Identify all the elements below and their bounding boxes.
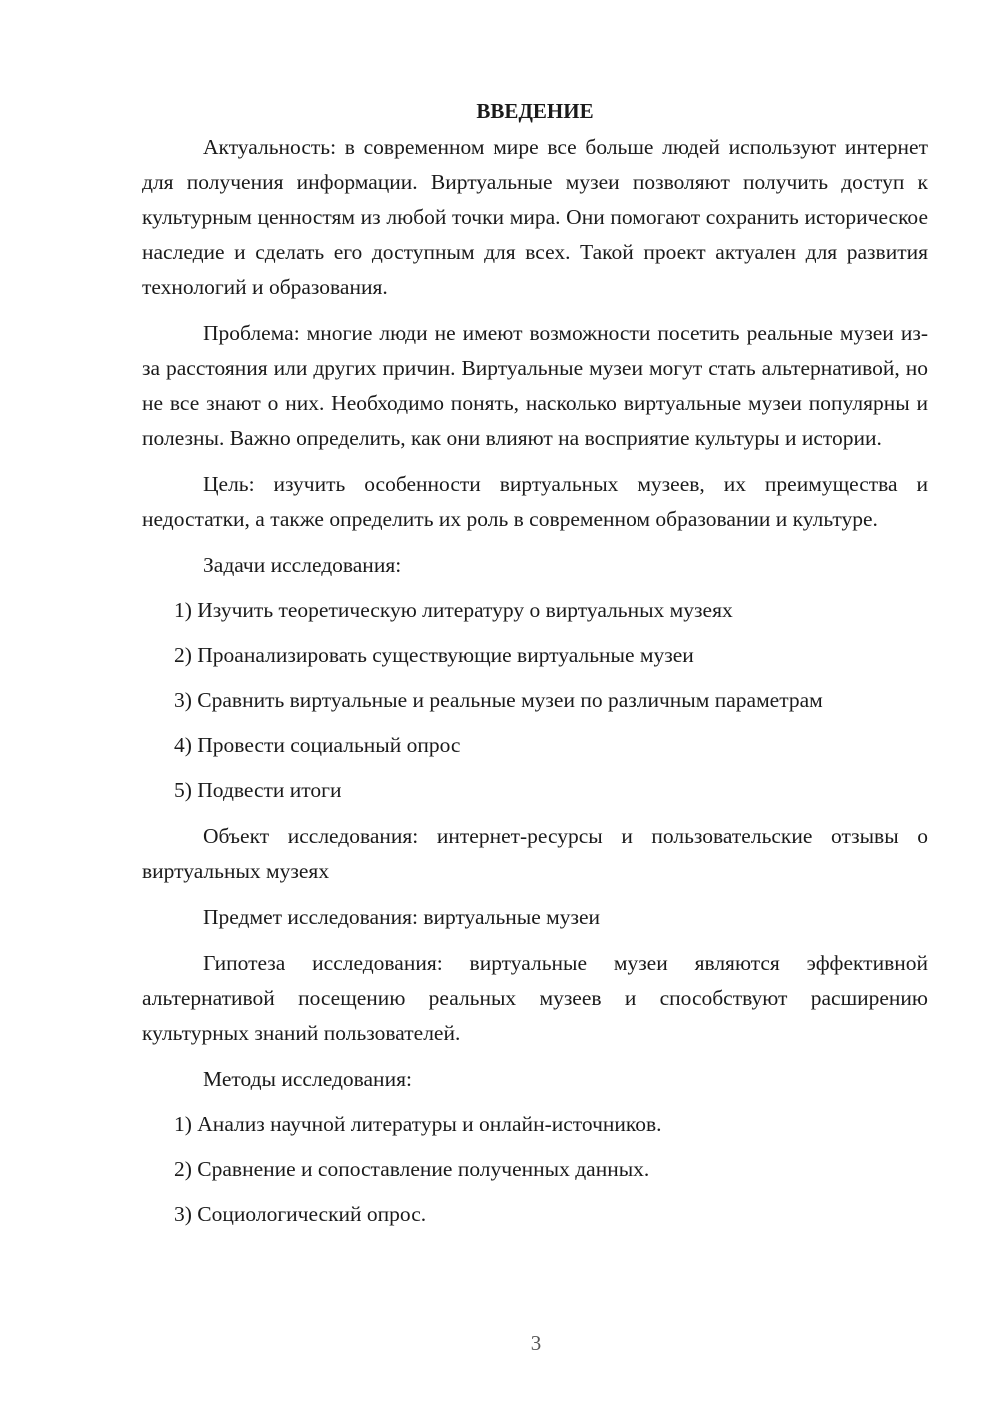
task-item: 3) Сравнить виртуальные и реальные музеи по различным параметрам xyxy=(174,688,823,712)
method-item: 1) Анализ научной литературы и онлайн-источников. xyxy=(174,1112,662,1136)
hypothesis-paragraph: Гипотеза исследования: виртуальные музеи являются эффективной альтернативой посещению реальных музеев и способствуют расширению культурных знаний пользователей. xyxy=(142,951,928,1045)
page-number: 3 xyxy=(530,1331,542,1355)
task-item: 5) Подвести итоги xyxy=(174,778,342,802)
goal-paragraph: Цель: изучить особенности виртуальных музеев, их преимущества и недостатки, а также определить их роль в современном образовании и культуре. xyxy=(142,472,928,531)
document-page xyxy=(142,96,928,1232)
tasks-heading: Задачи исследования: xyxy=(203,553,402,577)
object-paragraph: Объект исследования: интернет-ресурсы и пользовательские отзывы о виртуальных музеях xyxy=(142,824,928,883)
method-item: 3) Социологический опрос. xyxy=(174,1202,427,1226)
subject-paragraph: Предмет исследования: виртуальные музеи xyxy=(203,905,601,929)
relevance-paragraph: Актуальность: в современном мире все больше людей используют интернет для получения информации. Виртуальные музеи позволяют получить доступ к культурным ценностям из любой точки мира. Они помогают сохранить историческое наследие и сделать его доступным для всех. Такой проект актуален для развития технологий и образования. xyxy=(142,135,928,299)
page-title: ВВЕДЕНИЕ xyxy=(476,99,594,123)
methods-heading: Методы исследования: xyxy=(203,1067,412,1091)
task-item: 4) Провести социальный опрос xyxy=(174,733,461,757)
task-item: 1) Изучить теоретическую литературу о виртуальных музеях xyxy=(174,598,733,622)
problem-paragraph: Проблема: многие люди не имеют возможности посетить реальные музеи из-за расстояния или других причин. Виртуальные музеи могут стать альтернативой, но не все знают о них. Необходимо понять, насколько виртуальные музеи популярны и полезны. Важно определить, как они влияют на восприятие культуры и истории. xyxy=(142,321,928,450)
task-item: 2) Проанализировать существующие виртуальные музеи xyxy=(174,643,694,667)
method-item: 2) Сравнение и сопоставление полученных данных. xyxy=(174,1157,650,1181)
